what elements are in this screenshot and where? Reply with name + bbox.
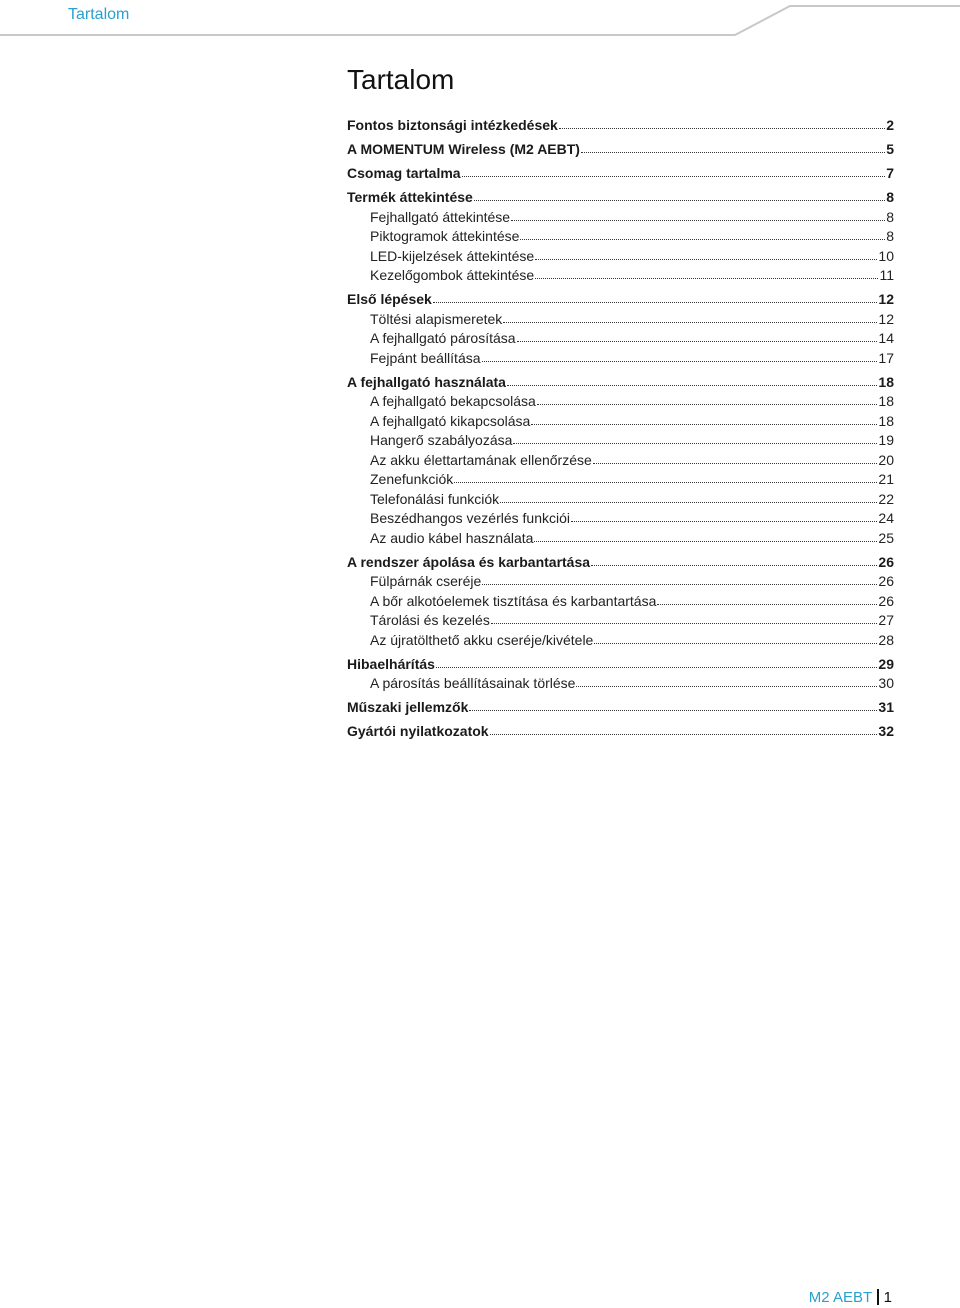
toc-entry-title: A bőr alkotóelemek tisztítása és karbantartása (370, 592, 657, 609)
toc-dot-leader (591, 555, 877, 567)
toc-entry[interactable] (347, 188, 894, 208)
toc-entry-page: 18 (878, 373, 894, 390)
toc-entry[interactable] (347, 412, 894, 432)
page-title: Tartalom (347, 64, 455, 95)
page-footer (809, 1289, 892, 1306)
toc-entry[interactable] (347, 529, 894, 549)
toc-entry-title: A fejhallgató bekapcsolása (370, 393, 536, 409)
toc-entry-page: 17 (878, 349, 894, 366)
toc-entry-title: Telefonálási funkciók (370, 490, 500, 507)
toc-dot-leader (534, 531, 877, 543)
toc-dot-leader (491, 613, 878, 625)
toc-entry-title: Beszédhangos vezérlés funkciói (370, 510, 571, 526)
toc-entry-page: 12 (878, 310, 894, 327)
toc-dot-leader (517, 331, 878, 343)
toc-entry[interactable] (347, 509, 894, 529)
footer-page-number: 1 (883, 1289, 892, 1306)
toc-entry[interactable] (347, 164, 894, 184)
toc-entry-page: 2 (886, 117, 894, 133)
toc-entry-title: A rendszer ápolása és karbantartása (347, 553, 591, 570)
toc-dot-leader (500, 492, 877, 504)
toc-entry-title: Piktogramok áttekintése (370, 228, 520, 244)
toc-dot-leader (454, 472, 877, 484)
toc-entry-page: 14 (878, 330, 894, 346)
toc-entry[interactable] (347, 329, 894, 349)
toc-entry-page: 29 (878, 655, 894, 672)
footer-separator (877, 1289, 879, 1305)
toc-dot-leader (507, 375, 877, 387)
toc-entry[interactable] (347, 140, 894, 160)
toc-entry-page: 32 (878, 723, 894, 739)
toc-dot-leader (503, 312, 877, 324)
toc-dot-leader (482, 574, 877, 586)
toc-entry[interactable] (347, 470, 894, 490)
table-of-contents (347, 116, 894, 742)
toc-entry-page: 8 (886, 228, 894, 244)
toc-dot-leader (469, 700, 877, 712)
header-section-tab: Tartalom (68, 6, 130, 23)
toc-entry-page: 18 (878, 393, 894, 409)
toc-entry-title: A fejhallgató párosítása (370, 330, 516, 346)
toc-entry[interactable] (347, 722, 894, 742)
toc-dot-leader (581, 142, 885, 154)
toc-entry-title: Hibaelhárítás (347, 655, 435, 672)
toc-entry[interactable] (347, 553, 894, 573)
toc-entry[interactable] (347, 698, 894, 718)
toc-entry-title: Fejhallgató áttekintése (370, 208, 511, 225)
toc-entry[interactable] (347, 655, 894, 675)
toc-dot-leader (593, 453, 878, 465)
toc-entry-page: 31 (878, 699, 894, 715)
toc-entry-title: Fontos biztonsági intézkedések (347, 117, 558, 133)
toc-dot-leader (571, 511, 877, 523)
toc-dot-leader (535, 249, 877, 261)
toc-entry-title: Az akku élettartamának ellenőrzése (370, 451, 592, 468)
toc-dot-leader (657, 594, 877, 606)
toc-entry[interactable] (347, 631, 894, 651)
toc-dot-leader (433, 292, 878, 304)
toc-entry-page: 26 (878, 553, 894, 570)
toc-dot-leader (490, 724, 878, 736)
toc-entry[interactable] (347, 349, 894, 369)
toc-entry[interactable] (347, 310, 894, 330)
toc-entry-page: 20 (878, 451, 894, 468)
toc-entry[interactable] (347, 208, 894, 228)
toc-dot-leader (520, 229, 885, 241)
toc-entry-title: Tárolási és kezelés (370, 612, 490, 628)
toc-entry-page: 30 (878, 675, 894, 691)
toc-entry[interactable] (347, 611, 894, 631)
toc-entry-page: 27 (878, 612, 894, 628)
toc-entry[interactable] (347, 266, 894, 286)
toc-entry[interactable] (347, 392, 894, 412)
toc-dot-leader (482, 351, 878, 363)
toc-entry-page: 28 (878, 631, 894, 648)
toc-dot-leader (513, 433, 877, 445)
header-rule (0, 0, 960, 40)
toc-entry[interactable] (347, 490, 894, 510)
toc-entry[interactable] (347, 116, 894, 136)
toc-entry-title: A fejhallgató használata (347, 373, 506, 390)
toc-entry-title: A párosítás beállításainak törlése (370, 675, 576, 691)
toc-dot-leader (531, 414, 877, 426)
toc-entry[interactable] (347, 674, 894, 694)
toc-dot-leader (474, 190, 885, 202)
toc-entry-title: Hangerő szabályozása (370, 432, 513, 448)
toc-entry-title: Fülpárnák cseréje (370, 573, 482, 589)
toc-entry-page: 26 (878, 592, 894, 609)
toc-entry-page: 19 (878, 432, 894, 448)
toc-entry[interactable] (347, 431, 894, 451)
toc-entry-title: Csomag tartalma (347, 165, 461, 181)
toc-entry[interactable] (347, 572, 894, 592)
toc-entry-page: 7 (886, 165, 894, 181)
toc-entry-page: 26 (878, 573, 894, 589)
toc-dot-leader (576, 676, 877, 688)
toc-entry[interactable] (347, 373, 894, 393)
toc-dot-leader (511, 210, 885, 222)
toc-entry-page: 11 (879, 267, 894, 283)
toc-entry-title: Töltési alapismeretek (370, 310, 503, 327)
toc-entry-title: Fejpánt beállítása (370, 349, 481, 366)
toc-entry[interactable] (347, 592, 894, 612)
toc-entry[interactable] (347, 451, 894, 471)
toc-entry-title: Műszaki jellemzők (347, 699, 469, 715)
toc-entry-title: A fejhallgató kikapcsolása (370, 412, 531, 429)
toc-entry[interactable] (347, 290, 894, 310)
toc-dot-leader (594, 633, 877, 645)
toc-entry[interactable] (347, 247, 894, 267)
toc-entry-page: 10 (878, 247, 894, 264)
toc-entry-title: Az újratölthető akku cseréje/kivétele (370, 631, 594, 648)
toc-entry-page: 24 (878, 510, 894, 526)
toc-entry-page: 5 (886, 141, 894, 157)
toc-entry-title: LED-kijelzések áttekintése (370, 247, 535, 264)
toc-entry-title: A MOMENTUM Wireless (M2 AEBT) (347, 141, 580, 157)
toc-dot-leader (535, 268, 878, 280)
toc-entry-title: Gyártói nyilatkozatok (347, 723, 489, 739)
toc-entry-title: Zenefunkciók (370, 471, 454, 487)
toc-entry-title: Az audio kábel használata (370, 529, 534, 546)
toc-entry-title: Termék áttekintése (347, 189, 473, 205)
toc-entry-page: 8 (886, 208, 894, 225)
toc-entry-page: 21 (878, 471, 894, 487)
toc-entry[interactable] (347, 227, 894, 247)
toc-dot-leader (537, 394, 878, 406)
toc-entry-page: 18 (878, 412, 894, 429)
toc-entry-page: 8 (886, 189, 894, 205)
toc-dot-leader (462, 166, 886, 178)
toc-dot-leader (559, 118, 885, 130)
toc-entry-title: Első lépések (347, 291, 432, 307)
toc-entry-page: 25 (878, 529, 894, 546)
toc-dot-leader (436, 657, 877, 669)
toc-entry-page: 22 (878, 490, 894, 507)
footer-model: M2 AEBT (808, 1289, 873, 1306)
toc-entry-page: 12 (878, 291, 894, 307)
toc-entry-title: Kezelőgombok áttekintése (370, 267, 535, 283)
